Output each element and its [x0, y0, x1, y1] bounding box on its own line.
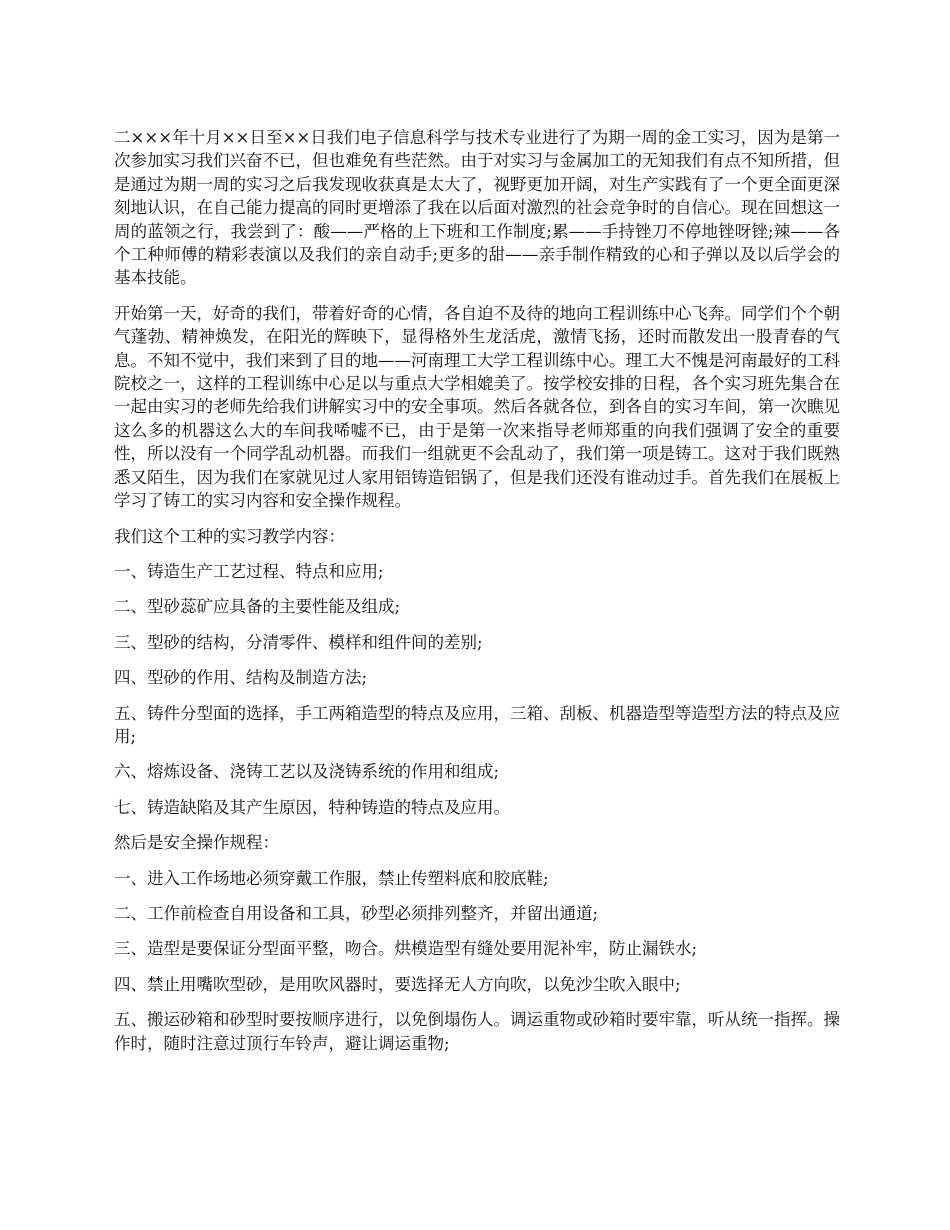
teaching-item-3: 三、型砂的结构，分清零件、模样和组件间的差别; [114, 632, 483, 652]
teaching-item-1: 一、铸造生产工艺过程、特点和应用; [114, 561, 384, 581]
teaching-item-5: 五、铸件分型面的选择，手工两箱造型的特点及应用，三箱、刮板、机器造型等造型方法的特点及应用; [114, 703, 840, 746]
teaching-item-7: 七、铸造缺陷及其产生原因，特种铸造的特点及应用。 [114, 797, 510, 817]
paragraph-first-day: 开始第一天，好奇的我们，带着好奇的心情，各自迫不及待的地向工程训练中心飞奔。同学们个个朝气蓬勃、精神焕发，在阳光的辉映下，显得格外生龙活虎，激情飞扬，还时而散发出一股青春的气息。不知不觉中，我们来到了目的地——河南理工大学工程训练中心。理工大不愧是河南最好的工科院校之一，这样的工程训练中心足以与重点大学相媲美了。按学校安排的日程，各个实习班先集合在一起由实习的老师先给我们讲解实习中的安全事项。然后各就各位，到各自的实习车间，第一次瞧见这么多的机器这么大的车间我唏嘘不已，由于是第一次来指导老师郑重的向我们强调了安全的重要性，所以没有一个同学乱动机器。而我们一组就更不会乱动了，我们第一项是铸工。这对于我们既熟悉又陌生，因为我们在家就见过人家用铝铸造铝锅了，但是我们还没有谁动过手。首先我们在展板上学习了铸工的实习内容和安全操作规程。 [114, 303, 840, 511]
teaching-item-4: 四、型砂的作用、结构及制造方法; [114, 668, 368, 688]
safety-rule-3: 三、造型是要保证分型面平整，吻合。烘模造型有缝处要用泥补牢，防止漏铁水; [114, 939, 698, 959]
teaching-content-heading: 我们这个工种的实习教学内容： [114, 526, 345, 546]
safety-rule-1: 一、进入工作场地必须穿戴工作服，禁止传塑料底和胶底鞋; [114, 868, 549, 888]
safety-rules-heading: 然后是安全操作规程： [114, 833, 279, 853]
safety-rule-4: 四、禁止用嘴吹型砂，是用吹风器时，要选择无人方向吹，以免沙尘吹入眼中; [114, 974, 681, 994]
document-body [114, 126, 840, 1067]
teaching-item-2: 二、型砂蕊矿应具备的主要性能及组成; [114, 597, 401, 617]
safety-rule-2: 二、工作前检查自用设备和工具，砂型必须排列整齐，并留出通道; [114, 903, 599, 923]
teaching-item-6: 六、熔炼设备、浇铸工艺以及浇铸系统的作用和组成; [114, 762, 500, 782]
safety-rule-5: 五、搬运砂箱和砂型时要按顺序进行，以免倒塌伤人。调运重物或砂箱时要牢靠，听从统一指挥。操作时，随时注意过顶行车铃声，避让调运重物; [114, 1010, 840, 1053]
paragraph-intro: 二×××年十月××日至××日我们电子信息科学与技术专业进行了为期一周的金工实习，因为是第一次参加实习我们兴奋不已，但也难免有些茫然。由于对实习与金属加工的无知我们有点不知所措，但是通过为期一周的实习之后我发现收获真是太大了，视野更加开阔，对生产实践有了一个更全面更深刻地认识，在自己能力提高的同时更增添了我在以后面对激烈的社会竞争时的自信心。现在回想这一周的蓝领之行，我尝到了：酸——严格的上下班和工作制度;累——手持锉刀不停地锉呀锉;辣——各个工种师傅的精彩表演以及我们的亲自动手;更多的甜——亲手制作精致的心和子弹以及以后学会的基本技能。 [114, 128, 840, 288]
